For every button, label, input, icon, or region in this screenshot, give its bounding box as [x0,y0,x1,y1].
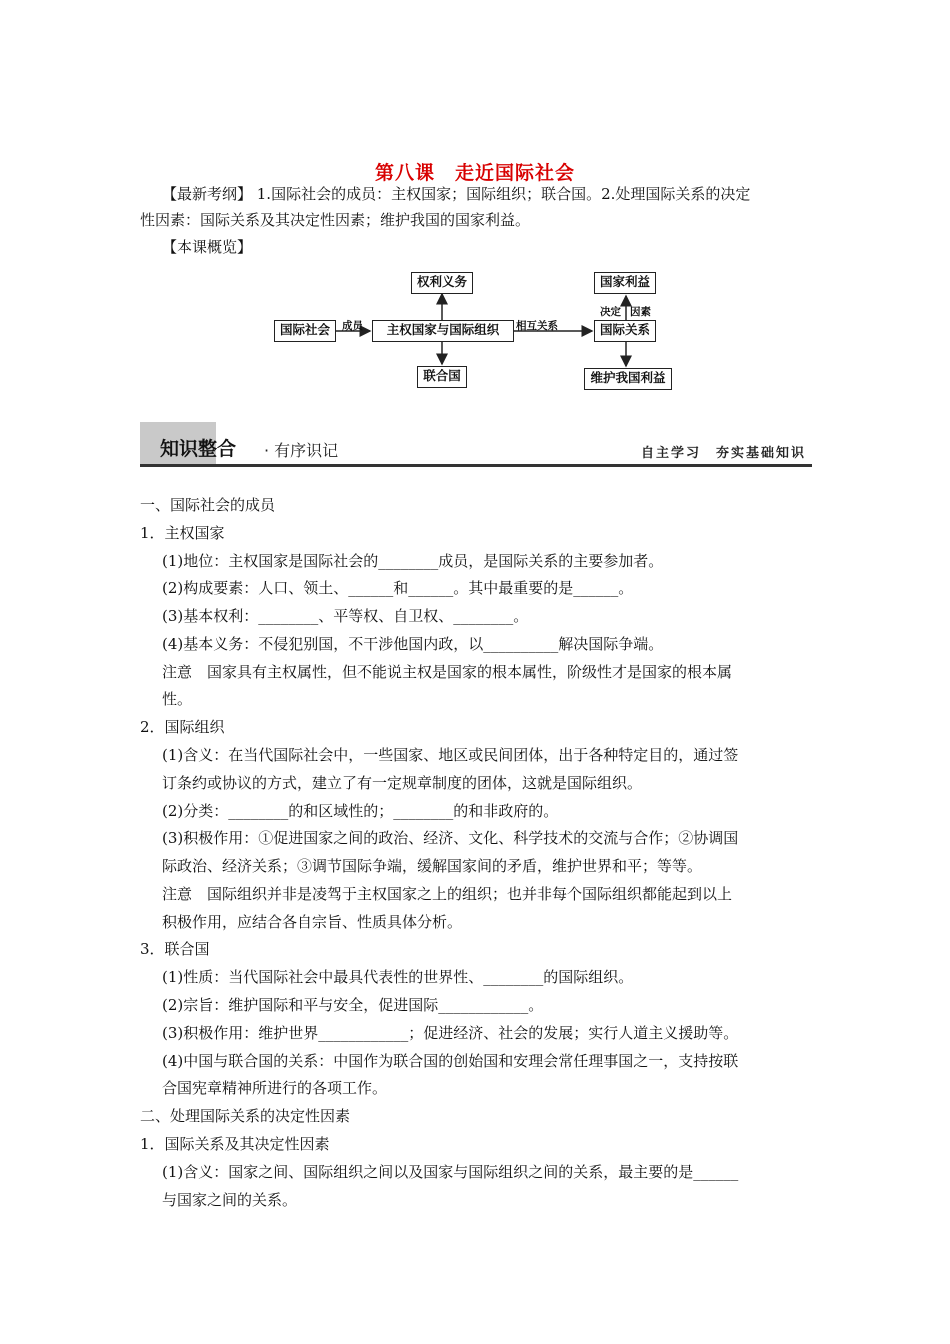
text-line: (2)宗旨：维护国际和平与安全，促进国际____________。 [162,996,544,1014]
subheading-intl-org: 2．国际组织 [140,718,225,736]
text-line: (3)积极作用：维护世界____________；促进经济、社会的发展；实行人道主义援助等。 [162,1024,739,1042]
overview-label: 【本课概览】 [162,238,253,256]
box-relations: 国际关系 [594,320,656,342]
box-un: 联合国 [417,366,467,388]
text-line: 与国家之间的关系。 [162,1191,298,1209]
subheading-un: 3．联合国 [140,940,210,958]
text-line: 际政治、经济关系；③调节国际争端，缓解国家间的矛盾，维护世界和平；等等。 [162,857,703,875]
box-society: 国际社会 [274,320,336,342]
lesson-overview-diagram [268,264,688,396]
text-line: (1)性质：当代国际社会中最具代表性的世界性、________的国际组织。 [162,968,634,986]
text-line: (1)含义：在当代国际社会中，一些国家、地区或民间团体，出于各种特定目的，通过签 [162,746,739,764]
note-line: 注意 国际组织并非是凌驾于主权国家之上的组织；也并非每个国际组织都能起到以上 [162,885,733,903]
section-rule [140,464,812,467]
box-protect: 维护我国利益 [584,368,672,390]
heading-members: 一、国际社会的成员 [140,496,276,514]
section-title: 知识整合 [160,438,237,460]
section-right-caption: 自主学习 夯实基础知识 [640,446,806,461]
box-main: 主权国家与国际组织 [372,320,514,342]
subheading-intl-relations: 1．国际关系及其决定性因素 [140,1135,330,1153]
text-line: (2)构成要素：人口、领土、______和______。其中最重要的是______。 [162,579,634,597]
text-line: 合国宪章精神所进行的各项工作。 [162,1079,388,1097]
text-line: (3)基本权利：________、平等权、自卫权、________。 [162,607,529,625]
label-factor: 因素 [630,306,651,318]
text-line: 订条约或协议的方式，建立了有一定规章制度的团体，这就是国际组织。 [162,774,643,792]
note-line: 积极作用，应结合各自宗旨、性质具体分析。 [162,913,463,931]
section-header [140,422,812,470]
heading-decisive-factors: 二、处理国际关系的决定性因素 [140,1107,351,1125]
text-line: (3)积极作用：①促进国家之间的政治、经济、文化、科学技术的交流与合作；②协调国 [162,829,739,847]
label-members: 成员 [342,320,363,332]
box-rights: 权利义务 [411,272,473,294]
text-line: (1)地位：主权国家是国际社会的________成员，是国际关系的主要参加者。 [162,552,664,570]
syllabus-line-2: 性因素：国际关系及其决定性因素；维护我国的国家利益。 [140,211,531,229]
box-interest: 国家利益 [594,272,656,294]
note-line: 性。 [162,690,193,708]
lesson-title: 第八课 走近国际社会 [374,162,575,184]
text-line: (4)基本义务：不侵犯别国，不干涉他国内政，以__________解决国际争端。 [162,635,664,653]
text-line: (1)含义：国家之间、国际组织之间以及国家与国际组织之间的关系，最主要的是______ [162,1163,739,1181]
label-decide: 决定 [600,306,621,318]
subheading-sovereign: 1．主权国家 [140,524,225,542]
note-line: 注意 国家具有主权属性，但不能说主权是国家的根本属性，阶级性才是国家的根本属 [162,663,733,681]
syllabus-line-1: 【最新考纲】 1.国际社会的成员：主权国家；国际组织；联合国。2.处理国际关系的决定 [162,185,751,203]
section-subtitle: · 有序识记 [264,441,339,460]
text-line: (4)中国与联合国的关系：中国作为联合国的创始国和安理会常任理事国之一，支持按联 [162,1052,739,1070]
text-line: (2)分类：________的和区域性的；________的和非政府的。 [162,802,559,820]
label-mutual: 相互关系 [516,320,558,332]
